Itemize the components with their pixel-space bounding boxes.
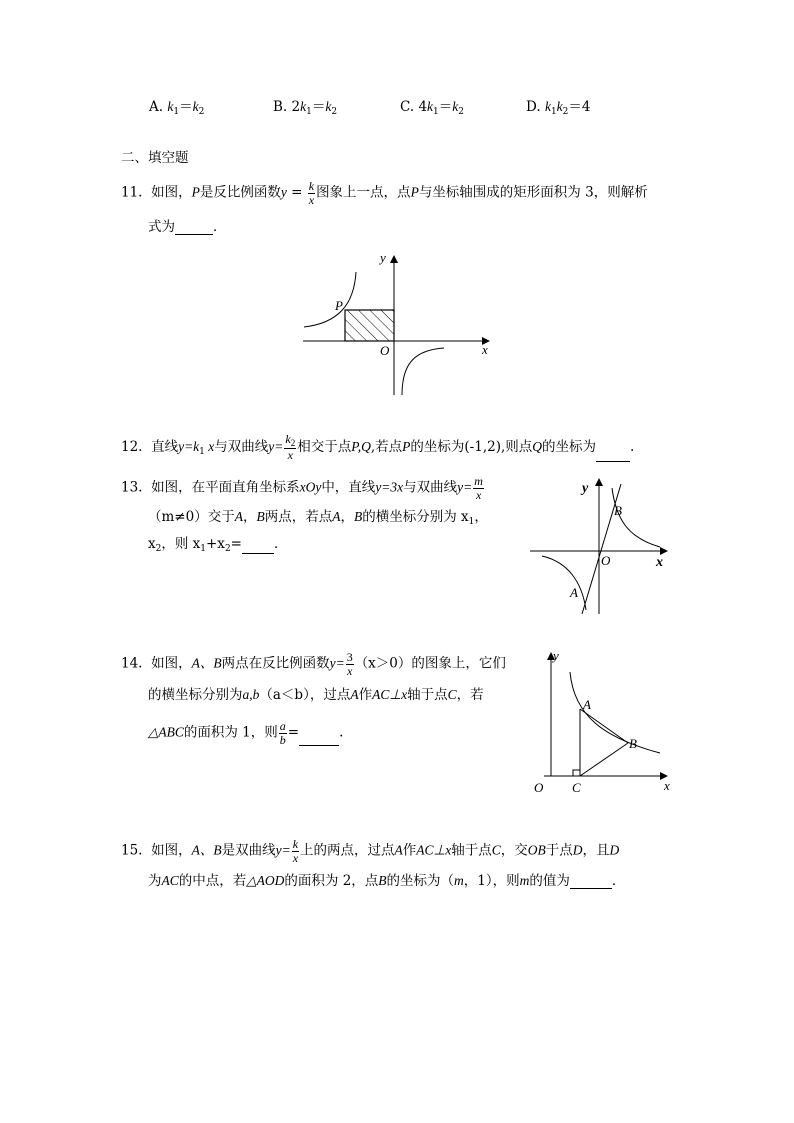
q14-label-o: O (534, 780, 544, 795)
q13-curve-left (542, 556, 586, 610)
q11-label-y: y (380, 250, 386, 265)
option-c: C. $4k_1=k_2$ (400, 99, 464, 117)
q12-answer-blank[interactable] (596, 461, 630, 462)
q14-line2: 的横坐标分别为a,b（a＜b），过点A作AC⊥x轴于点C，若 (148, 687, 484, 703)
q11-figure (298, 250, 498, 400)
q15-line2: 为AC的中点，若△AOD的面积为 2，点B的坐标为（m，1），则m的值为 ． (148, 873, 626, 889)
q14-label-x: x (664, 778, 670, 793)
q11-line1: 11. 如图，P是反比例函数y = $\frac{k}{x}$ 图象上一点，点P与坐标轴围成的矩形面积为 3，则解析 (121, 179, 648, 207)
q13-label-a: A (570, 585, 578, 600)
q11-curve-right (402, 348, 444, 395)
q14-line1: 14. 如图，A、B两点在反比例函数y= $\frac{3}{x}$ （x＞0）的图象上，它们 (121, 650, 506, 678)
q11-label-p: P (335, 298, 343, 313)
q14-right-angle (573, 770, 580, 776)
q14-fraction-ab: $\frac{a}{b}$ (279, 719, 286, 747)
q11-y-arrow (390, 255, 398, 263)
q13-y-arrow (595, 478, 603, 486)
q13-line3: $x_2$，则 $x_1+x_2=$ ． (148, 536, 288, 554)
q15-answer-blank[interactable] (570, 888, 612, 889)
q14-label-y: y (553, 648, 559, 663)
q11-label-x: x (482, 342, 488, 357)
q14-figure (524, 646, 676, 798)
q11-fraction: $\frac{k}{x}$ (308, 179, 315, 207)
q14-fraction: $\frac{3}{x}$ (346, 650, 353, 678)
q13-fraction: $\frac{m}{x}$ (474, 474, 483, 502)
q13-answer-blank[interactable] (242, 553, 274, 554)
q13-figure (528, 474, 674, 616)
q14-answer-blank[interactable] (299, 745, 339, 746)
q12-line: 12. 直线$y=k_1$ x与双曲线y= $\frac{k_2}{x}$ 相交于点P,Q,若点P的坐标为(-1,2),则点Q的坐标为 . (121, 432, 635, 463)
section-title: 二、填空题 (121, 150, 189, 166)
q13-line2: （m≠0）交于A，B两点，若点A，B的横坐标分别为 $x_1$， (148, 509, 488, 527)
q12-fraction: $\frac{k_2}{x}$ (285, 432, 296, 463)
q14-line3: △ABC的面积为 1，则 $\frac{a}{b}$ = . (148, 719, 344, 747)
q11-hatched-rect (345, 310, 394, 341)
q13-label-o: O (601, 553, 611, 568)
q13-line1: 13. 如图，在平面直角坐标系xOy中，直线y=3x与双曲线y= $\frac{m}{x}$ (121, 474, 483, 502)
q15-fraction: $\frac{k}{x}$ (292, 837, 299, 865)
q13-label-b: B (614, 503, 622, 518)
q13-label-x: x (656, 555, 663, 570)
option-b: B. $2k_1=k_2$ (273, 99, 338, 117)
q14-label-c: C (572, 780, 581, 795)
q11-answer-blank[interactable] (175, 234, 213, 235)
q14-curve (570, 672, 660, 753)
q13-x-arrow (660, 547, 668, 555)
option-a: A. $k_1=k_2$ (149, 99, 205, 117)
q14-label-b: B (629, 736, 637, 751)
q14-label-a: A (583, 697, 591, 712)
option-d: D. $k_1k_2=4$ (526, 99, 591, 117)
q14-seg-bc (580, 743, 628, 776)
q11-label-o: O (380, 343, 390, 358)
q11-line2: 式为 ． (148, 219, 227, 235)
q15-line1: 15. 如图，A、B是双曲线y= $\frac{k}{x}$ 上的两点，过点A作AC⊥x轴于点C，交OB于点D，且D (121, 837, 620, 865)
q13-label-y: y (582, 481, 589, 496)
q14-seg-ab (580, 709, 628, 743)
